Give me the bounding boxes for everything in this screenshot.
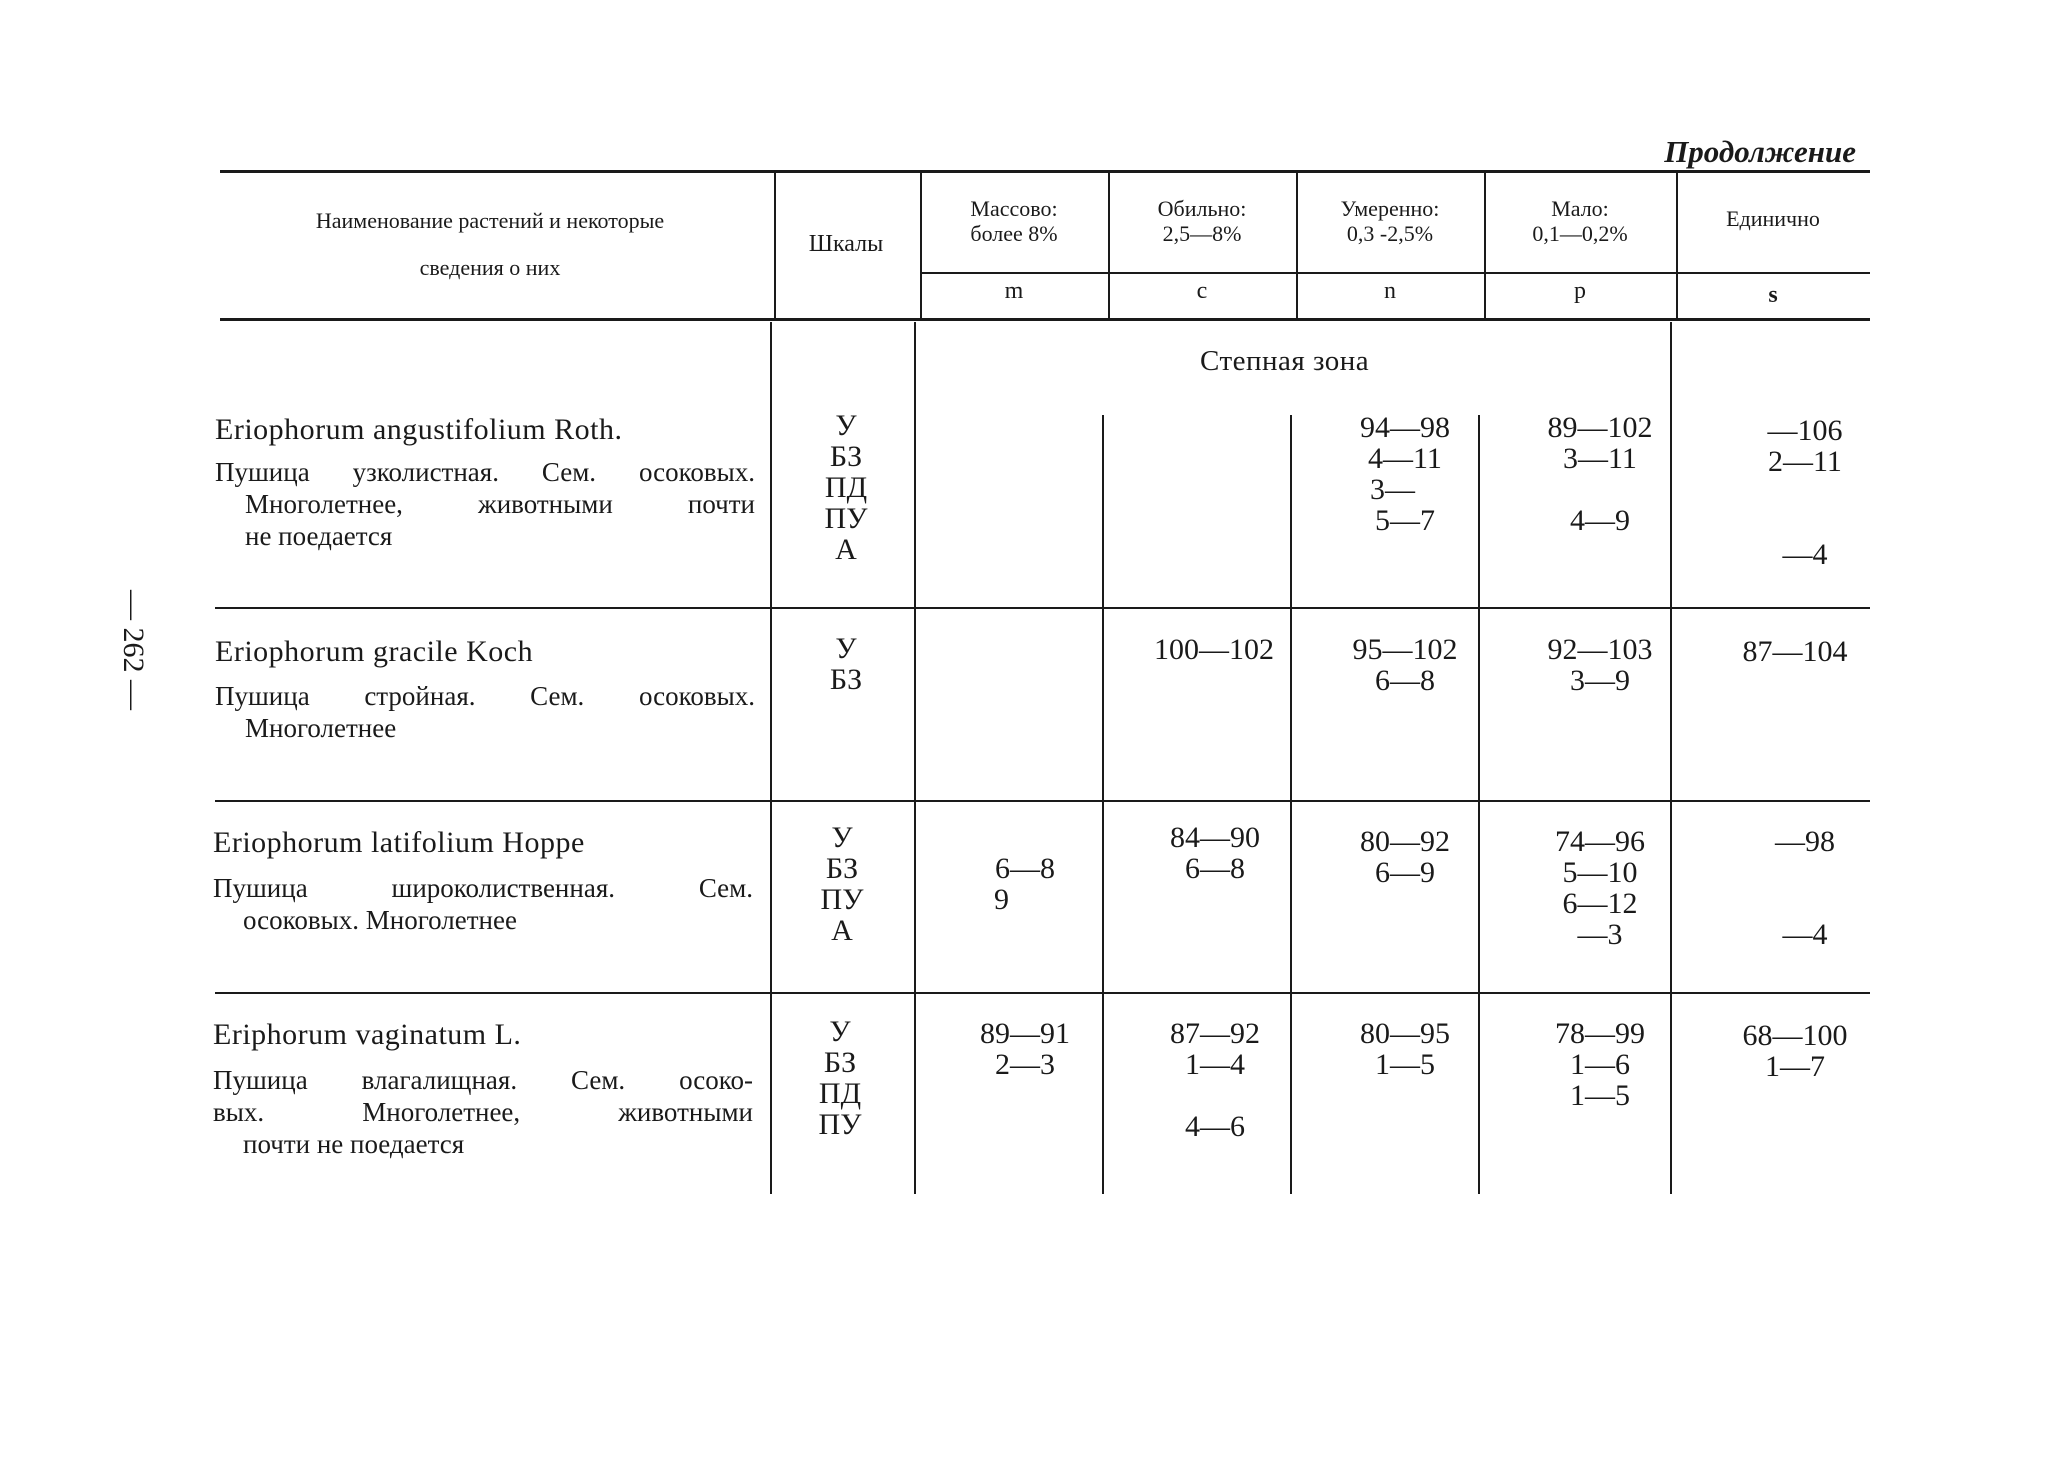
- header-massovo: [924, 196, 1104, 246]
- header-malo: [1488, 196, 1672, 246]
- value: 3—9: [1570, 664, 1630, 697]
- scale-value: БЗ: [823, 1046, 857, 1079]
- code-s: s: [1768, 282, 1778, 308]
- scale-value: БЗ: [829, 440, 863, 473]
- value: —4: [1782, 918, 1828, 951]
- header-obilno-label: Обильно:: [1157, 196, 1247, 221]
- header-name-cell: [230, 208, 750, 280]
- row-3-n-values: [1330, 826, 1480, 888]
- row-3-p-values: [1520, 826, 1680, 950]
- header-vline-2: [920, 172, 922, 318]
- value: 100—102: [1154, 633, 1274, 666]
- row-4-desc-line: вых. Многолетнее, животными: [213, 1097, 753, 1127]
- row-2-c-values: [1134, 634, 1294, 665]
- scale-value: А: [831, 914, 853, 947]
- value: 68—100: [1742, 1019, 1848, 1052]
- header-obilno-range: 2,5—8%: [1162, 221, 1242, 246]
- header-malo-range: 0,1—0,2%: [1532, 221, 1628, 246]
- value: 89—91: [980, 1017, 1070, 1050]
- value: 5—10: [1562, 856, 1638, 889]
- value: 87—92: [1170, 1017, 1260, 1050]
- value: 95—102: [1352, 633, 1458, 666]
- code-c: c: [1196, 278, 1208, 304]
- scale-value: ПУ: [824, 502, 868, 535]
- value: 1—4: [1185, 1048, 1245, 1081]
- header-umerenno: [1300, 196, 1480, 246]
- value: 3—11: [1563, 442, 1637, 475]
- row-divider-3: [215, 992, 1870, 994]
- row-1-desc-line: Многолетнее, животными почти: [245, 489, 755, 519]
- header-name-line1: Наименование растений и некоторые: [315, 208, 665, 233]
- value: [1140, 1080, 1290, 1111]
- row-3-desc-line: осоковых. Многолетнее: [243, 905, 517, 935]
- row-1-description: [215, 456, 755, 552]
- row-3-latin-name: Eriophorum latifolium Hoppe: [213, 826, 585, 859]
- body-vline-m: [1102, 415, 1104, 1194]
- row-2-latin-name: Eriophorum gracile Koch: [215, 635, 534, 668]
- scale-value: ПД: [818, 1077, 862, 1110]
- header-massovo-label: Массово:: [970, 196, 1058, 221]
- page-number: — 262 —: [117, 590, 150, 710]
- row-2-desc-line: Многолетнее: [245, 713, 397, 743]
- value: 4—11: [1368, 442, 1442, 475]
- row-3-description: [213, 872, 753, 936]
- header-vline-6: [1676, 172, 1678, 318]
- row-4-desc-line: Пушица влагалищная. Сем. осоко-: [213, 1065, 753, 1095]
- row-1-latin-name: Eriophorum angustifolium Roth.: [215, 413, 623, 446]
- row-3-m-values: [950, 822, 1100, 915]
- row-1-desc-line: Пушица узколистная. Сем. осоковых.: [215, 457, 755, 487]
- value: —106: [1767, 414, 1843, 447]
- value: 6—8: [1375, 664, 1435, 697]
- row-4-s-values: [1710, 1020, 1880, 1082]
- row-4-n-values: [1330, 1018, 1480, 1080]
- row-2-s-values: [1710, 636, 1880, 667]
- row-4-description: [213, 1064, 753, 1160]
- value: 2—11: [1768, 445, 1842, 478]
- scale-value: А: [835, 533, 857, 566]
- value: —98: [1775, 825, 1835, 858]
- value: 9: [994, 883, 1009, 916]
- value: 80—92: [1360, 825, 1450, 858]
- header-edinichno-label: Единично: [1726, 206, 1820, 231]
- continuation-label: Продолжение: [1664, 134, 1856, 169]
- code-m: m: [1004, 278, 1024, 304]
- value: 6—8: [1185, 852, 1245, 885]
- row-4-c-values: [1140, 1018, 1290, 1142]
- header-umerenno-range: 0,3 -2,5%: [1346, 221, 1434, 246]
- row-divider-2: [215, 800, 1870, 802]
- header-vline-5: [1484, 172, 1486, 318]
- value: 3—: [1370, 473, 1415, 506]
- scale-value: ПУ: [820, 883, 864, 916]
- value: 1—7: [1765, 1050, 1825, 1083]
- value: 6—8: [995, 852, 1055, 885]
- value: [1720, 477, 1890, 508]
- value: 5—7: [1375, 504, 1435, 537]
- value: 6—12: [1562, 887, 1638, 920]
- value: 1—5: [1570, 1079, 1630, 1112]
- value: 4—9: [1570, 504, 1630, 537]
- scale-value: У: [831, 821, 853, 854]
- header-umerenno-label: Умеренно:: [1340, 196, 1440, 221]
- row-4-scales: [770, 1016, 910, 1140]
- value: [1720, 888, 1890, 919]
- scale-value: ПУ: [818, 1108, 862, 1141]
- header-obilno: [1112, 196, 1292, 246]
- code-p: p: [1574, 278, 1586, 304]
- value: 1—6: [1570, 1048, 1630, 1081]
- value: 80—95: [1360, 1017, 1450, 1050]
- zone-title: Степная зона: [1200, 345, 1370, 377]
- row-divider-1: [215, 607, 1870, 609]
- row-2-description: [215, 680, 755, 744]
- row-1-p-values: [1520, 412, 1680, 536]
- row-2-n-values: [1320, 634, 1490, 696]
- value: [1720, 857, 1890, 888]
- row-2-desc-line: Пушица стройная. Сем. осоковых.: [215, 681, 755, 711]
- scale-value: У: [835, 632, 857, 665]
- row-3-desc-line: Пушица широколиственная. Сем.: [213, 873, 753, 903]
- value: [1520, 474, 1680, 505]
- row-4-m-values: [950, 1018, 1100, 1080]
- value: 87—104: [1742, 635, 1848, 668]
- scale-value: ПД: [824, 471, 868, 504]
- value: 94—98: [1360, 411, 1450, 444]
- row-2-scales: [776, 633, 916, 695]
- scale-value: У: [835, 409, 857, 442]
- scale-value: У: [829, 1015, 851, 1048]
- scale-value: БЗ: [829, 663, 863, 696]
- value: 2—3: [995, 1048, 1055, 1081]
- header-massovo-range: более 8%: [970, 221, 1058, 246]
- value: 1—5: [1375, 1048, 1435, 1081]
- header-vline-4: [1296, 172, 1298, 318]
- row-4-desc-line: почти не поедается: [243, 1129, 465, 1159]
- value: —4: [1782, 538, 1828, 571]
- value: 92—103: [1547, 633, 1653, 666]
- header-edinichno: [1680, 206, 1866, 231]
- value: [1720, 508, 1890, 539]
- header-malo-label: Мало:: [1551, 196, 1609, 221]
- value: [950, 822, 1100, 853]
- row-1-s-values: [1720, 415, 1890, 570]
- row-2-p-values: [1520, 634, 1680, 696]
- row-4-p-values: [1520, 1018, 1680, 1111]
- value: 84—90: [1170, 821, 1260, 854]
- value: 78—99: [1555, 1017, 1645, 1050]
- row-1-desc-line: не поедается: [245, 521, 393, 551]
- header-scales-cell: Шкалы: [808, 231, 884, 257]
- code-n: n: [1384, 278, 1396, 304]
- row-1-n-values: [1330, 412, 1480, 536]
- value: 74—96: [1555, 825, 1645, 858]
- header-name-line2: сведения о них: [419, 255, 561, 280]
- body-vline-c: [1290, 415, 1292, 1194]
- row-3-s-values: [1720, 826, 1890, 950]
- table-top-rule: [220, 170, 1870, 173]
- header-bottom-rule: [220, 318, 1870, 321]
- value: 4—6: [1185, 1110, 1245, 1143]
- header-vline-3: [1108, 172, 1110, 318]
- row-3-scales: [772, 822, 912, 946]
- value: 6—9: [1375, 856, 1435, 889]
- subheader-rule: [922, 272, 1870, 274]
- row-4-latin-name: Eriphorum vaginatum L.: [213, 1018, 522, 1051]
- value: —3: [1577, 918, 1623, 951]
- value: 89—102: [1547, 411, 1653, 444]
- scale-value: БЗ: [825, 852, 859, 885]
- row-1-scales: [776, 410, 916, 565]
- row-3-c-values: [1140, 822, 1290, 884]
